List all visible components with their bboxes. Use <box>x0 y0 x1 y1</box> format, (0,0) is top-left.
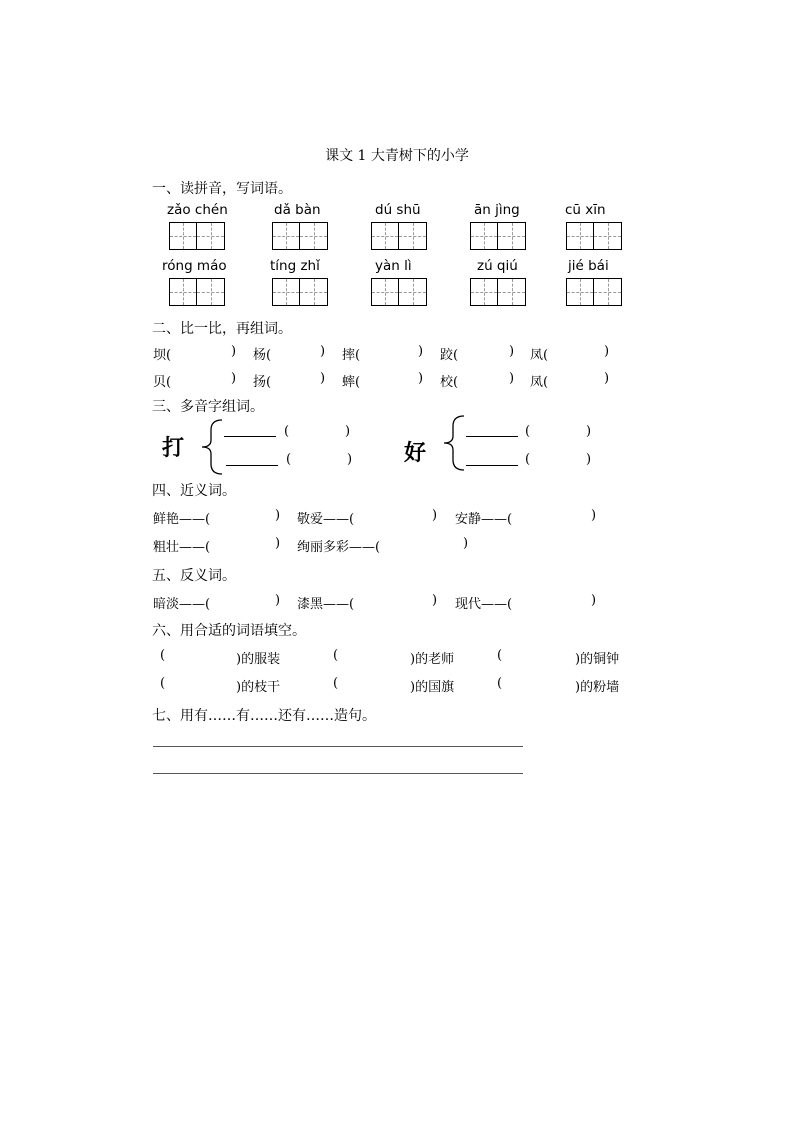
writing-box[interactable] <box>272 222 328 250</box>
synonym-item[interactable]: 鲜艳——( <box>153 512 211 527</box>
bracket-close: ) <box>509 344 515 359</box>
bracket-close: ) <box>345 424 351 439</box>
bracket-open: ( <box>284 424 290 439</box>
section-5-heading: 五、反义词。 <box>152 568 236 584</box>
pinyin-label: tíng zhǐ <box>270 258 320 274</box>
bracket-close: ) <box>604 371 610 386</box>
answer-blank[interactable] <box>226 465 278 466</box>
bracket-close: ) <box>320 344 326 359</box>
fill-item[interactable]: )的铜钟 <box>575 652 620 667</box>
writing-box[interactable] <box>566 278 622 306</box>
bracket-open: ( <box>333 648 339 663</box>
bracket-close: ) <box>586 452 592 467</box>
bracket-close: ) <box>604 344 610 359</box>
synonym-item[interactable]: 敬爱——( <box>297 512 355 527</box>
pinyin-label: cū xīn <box>565 202 606 218</box>
bracket-close: ) <box>418 371 424 386</box>
sentence-line[interactable] <box>153 773 523 774</box>
bracket-close: ) <box>231 371 237 386</box>
section-2-heading: 二、比一比，再组词。 <box>152 321 292 337</box>
bracket-close: ) <box>275 508 281 523</box>
bracket-close: ) <box>586 424 592 439</box>
compare-item[interactable]: 杨( <box>253 348 272 363</box>
curly-brace <box>198 418 224 476</box>
pinyin-label: dǎ bàn <box>274 202 321 218</box>
pinyin-label: zú qiú <box>477 258 518 274</box>
bracket-open: ( <box>160 648 166 663</box>
writing-box[interactable] <box>169 278 225 306</box>
synonym-item[interactable]: 安静——( <box>455 512 513 527</box>
pinyin-label: dú shū <box>375 202 421 218</box>
pinyin-label: ān jìng <box>474 202 520 218</box>
bracket-open: ( <box>525 452 531 467</box>
compare-item[interactable]: 蟀( <box>342 375 361 390</box>
answer-blank[interactable] <box>466 436 518 437</box>
antonym-item[interactable]: 漆黑——( <box>297 597 355 612</box>
bracket-open: ( <box>160 676 166 691</box>
fill-item[interactable]: )的枝干 <box>236 680 281 695</box>
compare-item[interactable]: 凤( <box>530 348 549 363</box>
writing-box[interactable] <box>470 222 526 250</box>
section-7-heading: 七、用有……有……还有……造句。 <box>152 708 376 724</box>
bracket-close: ) <box>591 593 597 608</box>
writing-box[interactable] <box>371 278 427 306</box>
answer-blank[interactable] <box>466 465 518 466</box>
writing-box[interactable] <box>169 222 225 250</box>
pinyin-label: zǎo chén <box>167 202 228 218</box>
writing-box[interactable] <box>566 222 622 250</box>
compare-item[interactable]: 校( <box>440 375 459 390</box>
bracket-close: ) <box>463 536 469 551</box>
bracket-open: ( <box>497 676 503 691</box>
pinyin-label: róng máo <box>162 258 227 274</box>
answer-blank[interactable] <box>224 436 276 437</box>
bracket-open: ( <box>497 648 503 663</box>
pinyin-label: yàn lì <box>375 258 412 274</box>
fill-item[interactable]: )的服装 <box>236 652 281 667</box>
bracket-close: ) <box>347 452 353 467</box>
bracket-close: ) <box>275 536 281 551</box>
pinyin-label: jié bái <box>568 258 609 274</box>
bracket-close: ) <box>591 508 597 523</box>
antonym-item[interactable]: 现代——( <box>455 597 513 612</box>
section-4-heading: 四、近义词。 <box>152 483 236 499</box>
bracket-close: ) <box>509 371 515 386</box>
bracket-open: ( <box>333 676 339 691</box>
synonym-item[interactable]: 粗壮——( <box>153 540 211 555</box>
antonym-item[interactable]: 暗淡——( <box>153 597 211 612</box>
writing-box[interactable] <box>272 278 328 306</box>
bracket-close: ) <box>432 508 438 523</box>
bracket-open: ( <box>525 424 531 439</box>
polyphonic-char: 好 <box>404 440 427 466</box>
bracket-close: ) <box>231 344 237 359</box>
fill-item[interactable]: )的国旗 <box>410 680 455 695</box>
writing-box[interactable] <box>470 278 526 306</box>
synonym-item[interactable]: 绚丽多彩——( <box>297 540 381 555</box>
sentence-line[interactable] <box>153 746 523 747</box>
section-6-heading: 六、用合适的词语填空。 <box>152 623 306 639</box>
compare-item[interactable]: 摔( <box>342 348 361 363</box>
compare-item[interactable]: 跤( <box>440 348 459 363</box>
polyphonic-char: 打 <box>162 435 185 461</box>
writing-box[interactable] <box>371 222 427 250</box>
bracket-open: ( <box>286 452 292 467</box>
section-3-heading: 三、多音字组词。 <box>152 399 264 415</box>
fill-item[interactable]: )的老师 <box>410 652 455 667</box>
bracket-close: ) <box>275 593 281 608</box>
fill-item[interactable]: )的粉墙 <box>575 680 620 695</box>
compare-item[interactable]: 扬( <box>253 375 272 390</box>
compare-item[interactable]: 凤( <box>530 375 549 390</box>
compare-item[interactable]: 坝( <box>153 348 172 363</box>
compare-item[interactable]: 贝( <box>153 375 172 390</box>
page-title: 课文 1 大青树下的小学 <box>325 148 469 164</box>
bracket-close: ) <box>432 593 438 608</box>
section-1-heading: 一、读拼音，写词语。 <box>152 181 292 197</box>
bracket-close: ) <box>320 371 326 386</box>
curly-brace <box>440 414 466 472</box>
bracket-close: ) <box>418 344 424 359</box>
